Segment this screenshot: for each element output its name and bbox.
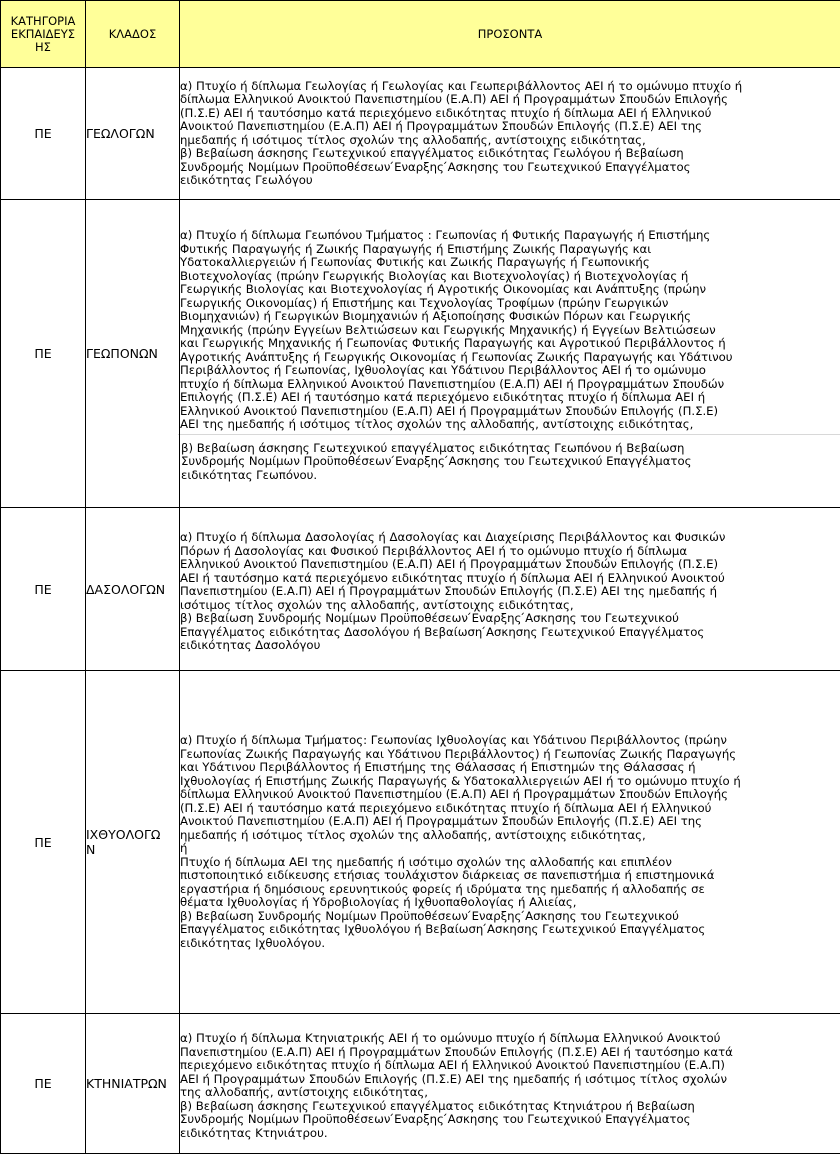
branch-cell: ΙΧΘΥΟΛΟΓΩ Ν — [86, 671, 180, 1014]
category-cell: ΠΕ — [1, 68, 86, 200]
table-row — [1, 508, 840, 671]
branch-cell: ΓΕΩΠΟΝΩΝ — [86, 200, 180, 508]
qualifications-text-b: β) Βεβαίωση άσκησης Γεωτεχνικού επαγγέλματος ειδικότητας Γεωπόνου ή Βεβαίωση Συνδρομής Νομίμων Προϋποθέσεων ́Εναρξης ́Ασκησης του Γεωτεχνικού Επαγγέλματος ειδικότητας Γεωπόνου. — [180, 435, 840, 483]
qualifications-text: α) Πτυχίο ή δίπλωμα Τμήματος: Γεωπονίας Ιχθυολογίας και Υδάτινου Περιβάλλοντος (πρώην Γεωπονίας Ζωικής Παραγωγής και Υδάτινου Περιβάλλοντος) ή Γεωπονίας Ζωικής Παραγωγής και Υδάτινου Περιβάλλοντος ή Επιστήμης της Θάλασσας ή Επιστημών της Θάλασσας ή Ιχθυολογίας ή Επιστήμης Ζωικής Παραγωγής & Υδατοκαλλιεργειών ΑΕΙ ή το ομώνυμο πτυχίο ή δίπλωμα Ελληνικού Ανοικτού Πανεπιστημίου (Ε.Α.Π) ΑΕΙ ή Προγραμμάτων Σπουδών Επιλογής (Π.Σ.Ε) ΑΕΙ ή ταυτόσημο κατά περιεχόμενο ειδικότητας πτυχίο ή δίπλωμα ΑΕΙ ή Ελληνικού Ανοικτού Πανεπιστημίου (Ε.Α.Π) ΑΕΙ ή Προγραμμάτων Σπουδών Επιλογής (Π.Σ.Ε) ΑΕΙ της ημεδαπής ή ισότιμος τίτλος σχολών της αλλοδαπής, αντίστοιχης ειδικότητας, ή Πτυχίο ή δίπλωμα ΑΕΙ της ημεδαπής ή ισότιμο σχολών της αλλοδαπής και επιπλέον πιστοποιητικό ειδίκευσης ετήσιας τουλάχιστον διάρκειας σε πανεπιστήμια ή επιστημονικά εργαστήρια ή δημόσιους ερευνητικούς φορείς ή ιδρύματα της ημεδαπής ή αλλοδαπής σε θέματα Ιχθυολογίας ή Υδροβιολογίας ή Ιχθυοπαθολογίας ή Αλιείας, β) Βεβαίωση Συνδρομής Νομίμων Προϋποθέσεων ́Εναρξης ́Ασκησης του Γεωτεχνικού Επαγγέλματος ειδικότητας Ιχθυολόγου ή Βεβαίωση ́Ασκησης Γεωτεχνικού Επαγγέλματος ειδικότητας Ιχθυολόγου. — [180, 734, 840, 950]
branch-cell: ΔΑΣΟΛΟΓΩΝ — [86, 508, 180, 671]
qualifications-text: α) Πτυχίο ή δίπλωμα Γεωπόνου Τμήματος : Γεωπονίας ή Φυτικής Παραγωγής ή Επιστήμης Φυτικής Παραγωγής ή Ζωικής Παραγωγής ή Επιστήμης Ζωικής Παραγωγής και Υδατοκαλλιεργειών ή Γεωπονίας Φυτικής και Ζωικής Παραγωγής ή Γεωπονικής Βιοτεχνολογίας (πρώην Γεωργικής Βιολογίας και Βιοτεχνολογίας) ή Βιοτεχνολογίας ή Γεωργικής Βιολογίας και Βιοτεχνολογίας ή Αγροτικής Οικονομίας και Ανάπτυξης (πρώην Γεωργικής Οικονομίας) ή Επιστήμης και Τεχνολογίας Τροφίμων (πρώην Γεωργικών Βιομηχανιών) ή Γεωργικών Βιομηχανιών ή Αξιοποίησης Φυσικών Πόρων και Γεωργικής Μηχανικής (πρώην Εγγείων Βελτιώσεων και Γεωργικής Μηχανικής) ή Εγγείων Βελτιώσεων και Γεωργικής Μηχανικής ή Γεωπονίας Φυτικής Παραγωγής και Αγροτικού Περιβάλλοντος ή Αγροτικής Ανάπτυξης ή Γεωργικής Οικονομίας ή Γεωπονίας Ζωικής Παραγωγής και Υδάτινου Περιβάλλοντος ή Γεωπονίας, Ιχθυολογίας και Υδάτινου Περιβάλλοντος ΑΕΙ ή το ομώνυμο πτυχίο ή δίπλωμα Ελληνικού Ανοικτού Πανεπιστημίου (Ε.Α.Π) ΑΕΙ ή Προγραμμάτων Σπουδών Επιλογής (Π.Σ.Ε) ΑΕΙ ή ταυτόσημο κατά περιεχόμενο ειδικότητας πτυχίο ή δίπλωμα ΑΕΙ ή Ελληνικού Ανοικτού Πανεπιστημίου (Ε.Α.Π) ΑΕΙ ή Προγραμμάτων Σπουδών Επιλογής (Π.Σ.Ε) ΑΕΙ της ημεδαπής ή ισότιμος τίτλος σχολών της αλλοδαπής, αντίστοιχης ειδικότητας, — [180, 229, 840, 432]
qualifications-text: α) Πτυχίο ή δίπλωμα Γεωλογίας ή Γεωλογίας και Γεωπεριβάλλοντος ΑΕΙ ή το ομώνυμο πτυχίο ή δίπλωμα Ελληνικού Ανοικτού Πανεπιστημίου (Ε.Α.Π) ΑΕΙ ή Προγραμμάτων Σπουδών Επιλογής (Π.Σ.Ε) ΑΕΙ ή ταυτόσημο κατά περιεχόμενο ειδικότητας πτυχίο ή δίπλωμα ΑΕΙ ή Ελληνικού Ανοικτού Πανεπιστημίου (Ε.Α.Π) ΑΕΙ ή Προγραμμάτων Σπουδών Επιλογής (Π.Σ.Ε) ΑΕΙ της ημεδαπής ή ισότιμος τίτλος σχολών της αλλοδαπής, αντίστοιχης ειδικότητας, β) Βεβαίωση άσκησης Γεωτεχνικού επαγγέλματος ειδικότητας Γεωλόγου ή Βεβαίωση Συνδρομής Νομίμων Προϋποθέσεων ́Εναρξης ́Ασκησης του Γεωτεχνικού Επαγγέλματος ειδικότητας Γεωλόγου — [180, 80, 840, 188]
table-row — [1, 1014, 840, 1154]
branch-cell: ΓΕΩΛΟΓΩΝ — [86, 68, 180, 200]
qualifications-text: α) Πτυχίο ή δίπλωμα Κτηνιατρικής ΑΕΙ ή το ομώνυμο πτυχίο ή δίπλωμα Ελληνικού Ανοικτού Πανεπιστημίου (Ε.Α.Π) ΑΕΙ ή Προγραμμάτων Σπουδών Επιλογής (Π.Σ.Ε) ΑΕΙ ή ταυτόσημο κατά περιεχόμενο ειδικότητας πτυχίο ή δίπλωμα ΑΕΙ ή Ελληνικού Ανοικτού Πανεπιστημίου (Ε.Α.Π) ΑΕΙ ή Προγραμμάτων Σπουδών Επιλογής (Π.Σ.Ε) ΑΕΙ της ημεδαπής ή ισότιμος τίτλος σχολών της αλλοδαπής, αντίστοιχης ειδικότητας, β) Βεβαίωση άσκησης Γεωτεχνικού επαγγέλματος ειδικότητας Κτηνιάτρου ή Βεβαίωση Συνδρομής Νομίμων Προϋποθέσεων ́Εναρξης ́Ασκησης του Γεωτεχνικού Επαγγέλματος ειδικότητας Κτηνιάτρου. — [180, 1032, 840, 1140]
header-qualifications: ΠΡΟΣΟΝΤΑ — [180, 1, 840, 68]
category-cell: ΠΕ — [1, 1014, 86, 1154]
header-category: ΚΑΤΗΓΟΡΙΑ ΕΚΠΑΙΔΕΥΣ ΗΣ — [1, 1, 86, 68]
qualifications-text: α) Πτυχίο ή δίπλωμα Δασολογίας ή Δασολογίας και Διαχείρισης Περιβάλλοντος και Φυσικών Πόρων ή Δασολογίας και Φυσικού Περιβάλλοντος ΑΕΙ ή το ομώνυμο πτυχίο ή δίπλωμα Ελληνικού Ανοικτού Πανεπιστημίου (Ε.Α.Π) ΑΕΙ ή Προγραμμάτων Σπουδών Επιλογής (Π.Σ.Ε) ΑΕΙ ή ταυτόσημο κατά περιεχόμενο ειδικότητας πτυχίο ή δίπλωμα ΑΕΙ ή Ελληνικού Ανοικτού Πανεπιστημίου (Ε.Α.Π) ΑΕΙ ή Προγραμμάτων Σπουδών Επιλογής (Π.Σ.Ε) ΑΕΙ της ημεδαπής ή ισότιμος τίτλος σχολών της αλλοδαπής, αντίστοιχης ειδικότητας, β) Βεβαίωση Συνδρομής Νομίμων Προϋποθέσεων ́Εναρξης ́Ασκησης του Γεωτεχνικού Επαγγέλματος ειδικότητας Δασολόγου ή Βεβαίωση ́Ασκησης Γεωτεχνικού Επαγγέλματος ειδικότητας Δασολόγου — [180, 531, 840, 653]
table-row — [1, 200, 840, 508]
header-branch: ΚΛΑΔΟΣ — [86, 1, 180, 68]
header-row — [1, 1, 840, 68]
category-cell: ΠΕ — [1, 508, 86, 671]
category-cell: ΠΕ — [1, 200, 86, 508]
table-row — [1, 68, 840, 200]
branch-cell: ΚΤΗΝΙΑΤΡΩΝ — [86, 1014, 180, 1154]
category-cell: ΠΕ — [1, 671, 86, 1014]
table-row — [1, 671, 840, 1014]
